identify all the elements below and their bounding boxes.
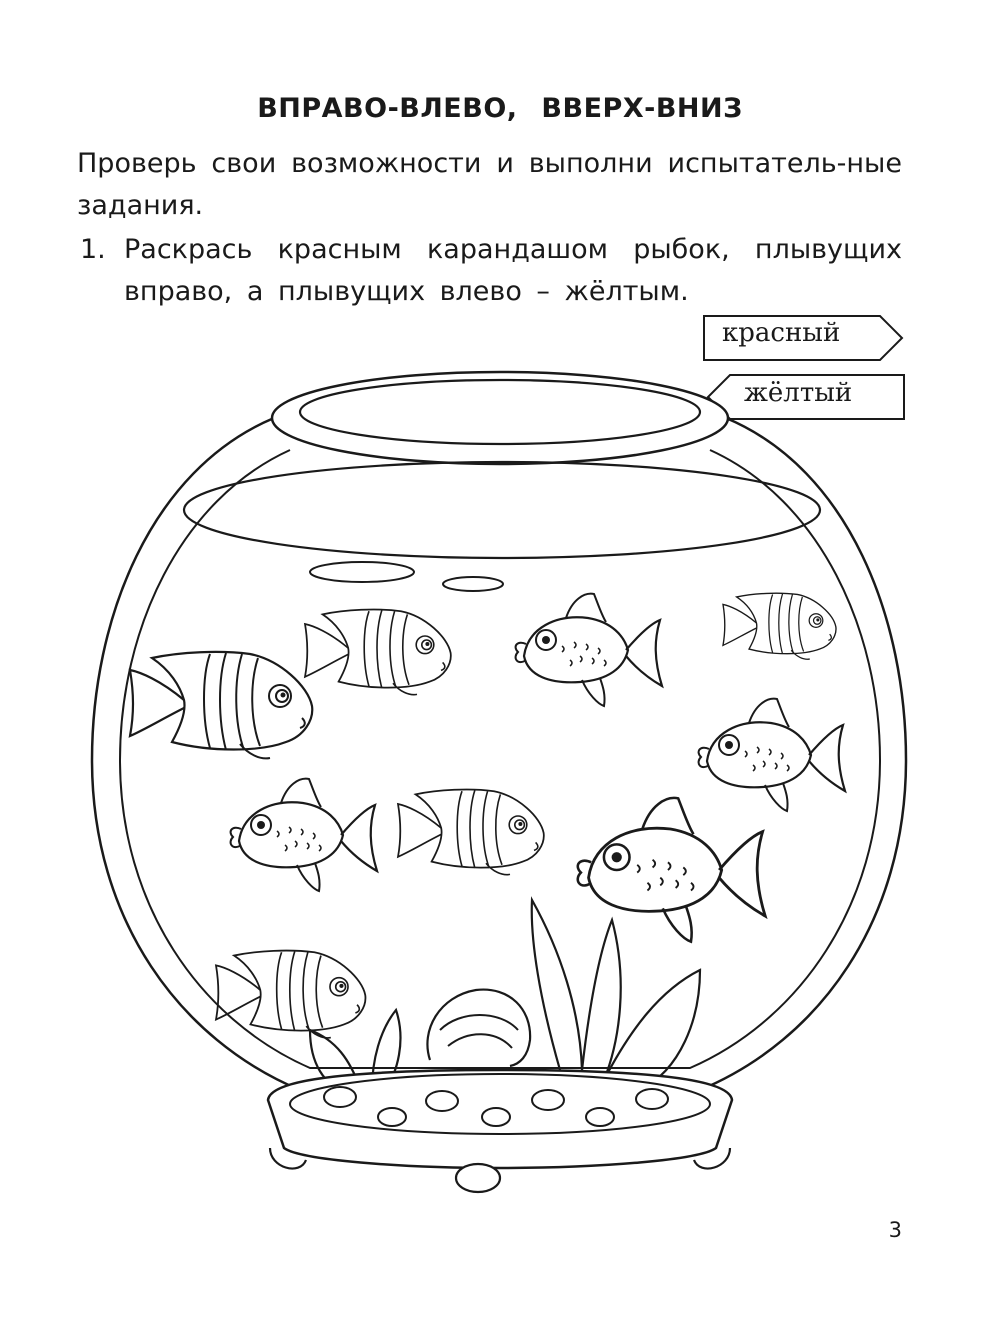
fish-angelfish-right [305, 610, 451, 695]
water-surface [184, 462, 820, 558]
task-text: Раскрась красным карандашом рыбок, плывущих вправо, а плывущих влево – жёлтым. [124, 234, 902, 307]
fish-goldfish-left [231, 779, 377, 891]
fish-goldfish-left [699, 699, 845, 811]
bubble [443, 577, 503, 591]
fish-angelfish-right [130, 652, 312, 758]
bowl-inner-outline [120, 450, 880, 1068]
bubble [310, 562, 414, 582]
legend-yellow-label: жёлтый [744, 378, 853, 408]
fish-angelfish-right [723, 593, 836, 659]
task-number: 1. [80, 234, 106, 265]
plant-leaf [532, 900, 582, 1070]
fish-goldfish-left [516, 594, 662, 706]
fish-goldfish-left [578, 798, 765, 942]
bowl-rim-outer [272, 372, 728, 464]
legend-red-label: красный [722, 318, 841, 348]
bowl-outline [92, 418, 906, 1090]
fish-angelfish-right [398, 790, 544, 875]
page-title: ВПРАВО-ВЛЕВО, ВВЕРХ-ВНИЗ [257, 93, 743, 124]
plant-leaf [582, 920, 621, 1080]
page-number: 3 [888, 1218, 902, 1242]
intro-paragraph: Проверь свои возможности и выполни испытатель-ные задания. [77, 148, 902, 221]
